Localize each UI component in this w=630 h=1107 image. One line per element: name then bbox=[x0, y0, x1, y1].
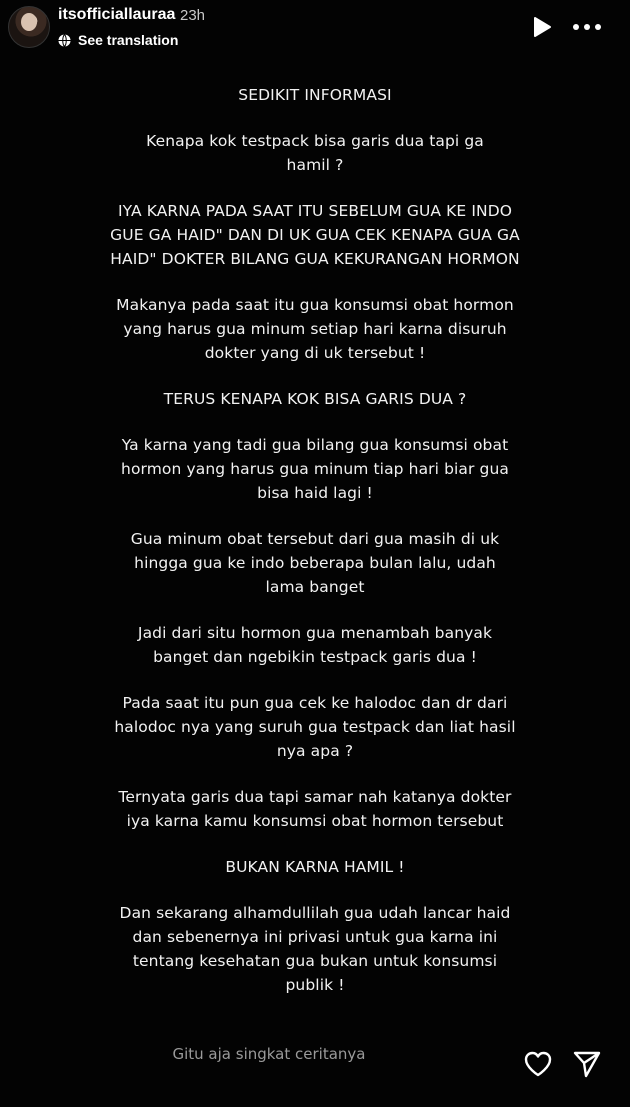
send-icon[interactable] bbox=[571, 1048, 603, 1080]
story-paragraph: Gua minum obat tersebut dari gua masih di uk hingga gua ke indo beberapa bulan lalu, udah lama banget bbox=[130, 530, 500, 596]
story-paragraph: Ternyata garis dua tapi samar nah katanya dokter iya karna kamu konsumsi obat hormon tersebut bbox=[118, 788, 512, 830]
reply-caption: Gitu aja singkat ceritanya bbox=[172, 1045, 366, 1063]
avatar[interactable] bbox=[8, 6, 50, 48]
story-paragraph: TERUS KENAPA KOK BISA GARIS DUA ? bbox=[163, 390, 467, 408]
username[interactable]: itsofficiallauraa bbox=[58, 6, 176, 23]
story-paragraph: Jadi dari situ hormon gua menambah banyak banget dan ngebikin testpack garis dua ! bbox=[137, 624, 493, 666]
story-header bbox=[0, 0, 630, 56]
post-time: 23h bbox=[180, 7, 206, 24]
story-paragraph: Pada saat itu pun gua cek ke halodoc dan dr dari halodoc nya yang suruh gua testpack dan liat hasil nya apa ? bbox=[114, 694, 516, 760]
reply-input[interactable] bbox=[24, 1036, 514, 1072]
more-icon[interactable] bbox=[570, 14, 604, 40]
heart-icon[interactable] bbox=[522, 1048, 554, 1080]
see-translation-label: See translation bbox=[78, 32, 179, 48]
story-paragraph: Makanya pada saat itu gua konsumsi obat hormon yang harus gua minum setiap hari karna disuruh dokter yang di uk tersebut ! bbox=[116, 296, 514, 362]
story-paragraph: Dan sekarang alhamdullilah gua udah lancar haid dan sebenernya ini privasi untuk gua karna ini tentang kesehatan gua bukan untuk konsumsi publik ! bbox=[119, 904, 511, 994]
see-translation-button[interactable] bbox=[58, 31, 178, 49]
story-paragraph: IYA KARNA PADA SAAT ITU SEBELUM GUA KE INDO GUE GA HAID" DAN DI UK GUA CEK KENAPA GUA GA HAID" DOKTER BILANG GUA KEKURANGAN HORMON bbox=[110, 202, 520, 268]
story-paragraph: Ya karna yang tadi gua bilang gua konsumsi obat hormon yang harus gua minum tiap hari biar gua bisa haid lagi ! bbox=[121, 436, 509, 502]
story-paragraph: SEDIKIT INFORMASI bbox=[238, 86, 392, 104]
story-text bbox=[90, 83, 540, 1019]
globe-icon bbox=[58, 34, 71, 47]
story-paragraph: BUKAN KARNA HAMIL ! bbox=[225, 858, 405, 876]
story-paragraph: Kenapa kok testpack bisa garis dua tapi ga hamil ? bbox=[146, 132, 484, 174]
play-icon[interactable] bbox=[528, 14, 554, 40]
